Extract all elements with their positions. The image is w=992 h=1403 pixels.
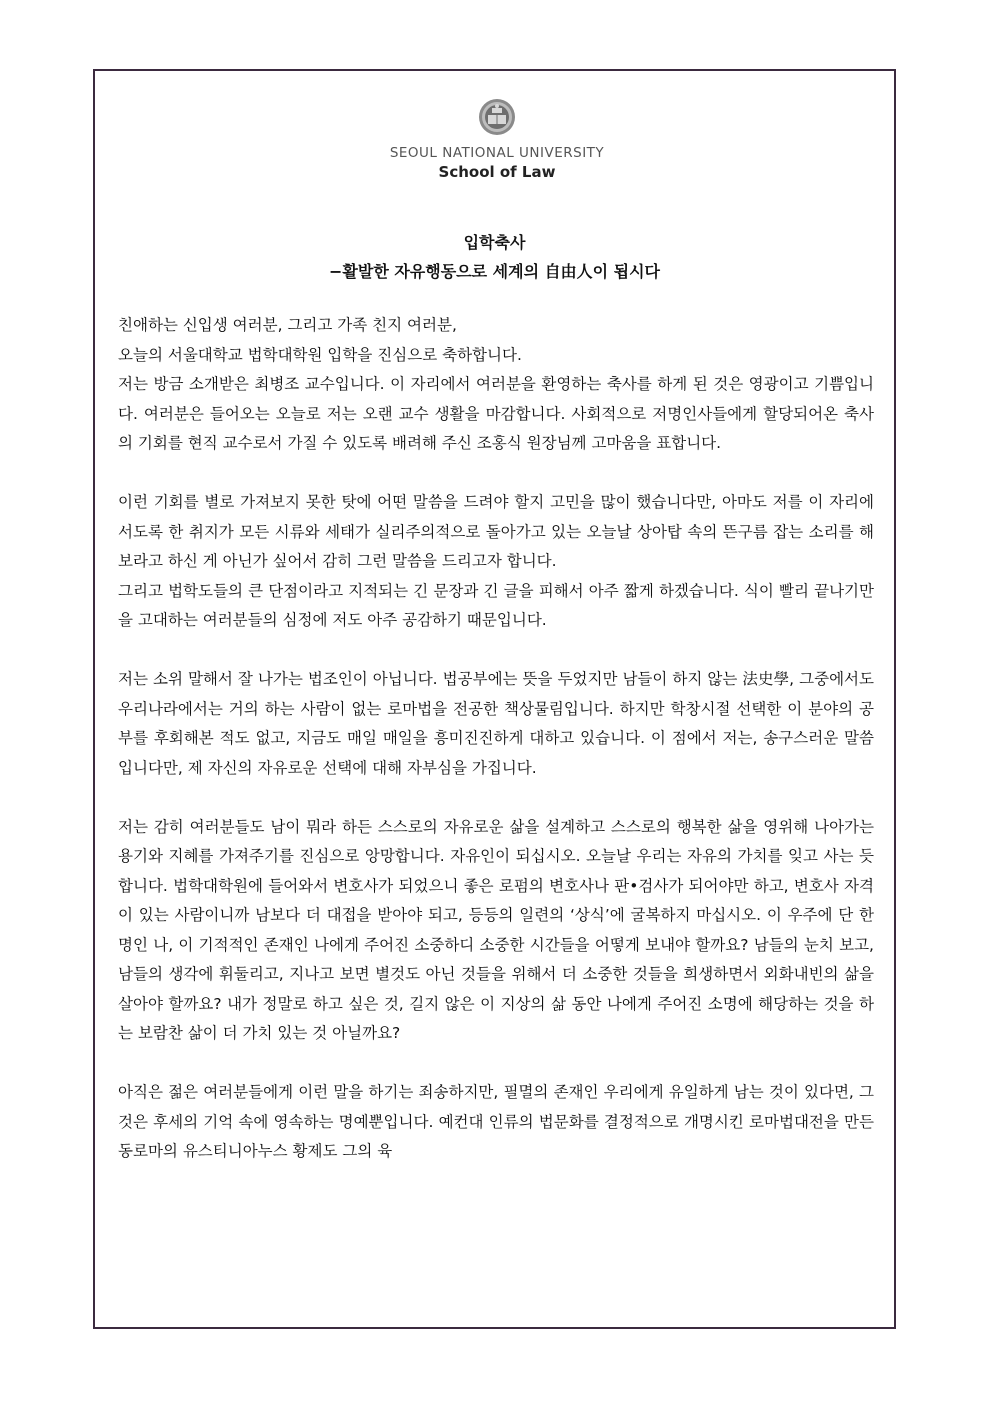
page-title: 입학축사 (463, 233, 526, 252)
snu-seal-icon (477, 97, 517, 137)
university-name: SEOUL NATIONAL UNIVERSITY (389, 145, 605, 161)
school-logo (381, 97, 613, 191)
paragraph-freedom: 저는 감히 여러분들도 남이 뭐라 하든 스스로의 자유로운 삶을 설계하고 스스로의 행복한 삶을 영위해 나아가는 용기와 지혜를 가져주기를 진심으로 앙망합니다. 자유인이 되십시오. 오늘날 우리는 자유의 가치를 잊고 사는 듯합니다. 법학대학원에 들어와서 변호사가 되었으니 좋은 로펌의 변호사나 판•검사가 되어야만 하고, 변호사 자격이 있는 사람이니까 남보다 더 대접을 받아야 되고, 등등의 일련의 ‘상식’에 굴복하지 마십시오. 이 우주에 단 한 명인 나, 이 기적적인 존재인 나에게 주어진 소중하디 소중한 시간들을 어떻게 보내야 할까요? 남들의 눈치 보고, 남들의 생각에 휘둘리고, 지나고 보면 별것도 아닌 것들을 위해서 더 소중한 것들을 희생하면서 외화내빈의 삶을 살아야 할까요? 내가 정말로 하고 싶은 것, 길지 않은 이 지상의 삶 동안 나에게 주어진 소명에 해당하는 것을 하는 보람찬 삶이 더 가치 있는 것 아닐까요? (118, 817, 874, 1042)
paragraph-self-introduction: 저는 소위 말해서 잘 나가는 법조인이 아닙니다. 법공부에는 뜻을 두었지만 남들이 하지 않는 法史學, 그중에서도 우리나라에서는 거의 하는 사람이 없는 로마법을 전공한 책상물림입니다. 하지만 학창시절 선택한 이 분야의 공부를 후회해본 적도 없고, 지금도 매일 매일을 흥미진진하게 대하고 있습니다. 이 점에서 저는, 송구스러운 말씀입니다만, 제 자신의 자유로운 선택에 대해 자부심을 가집니다. (118, 670, 874, 777)
paragraph-honor: 아직은 젊은 여러분들에게 이런 말을 하기는 죄송하지만, 필멸의 존재인 우리에게 유일하게 남는 것이 있다면, 그것은 후세의 기억 속에 영속하는 명예뿐입니다. 예컨대 인류의 법문화를 결정적으로 개명시킨 로마법대전을 만든 동로마의 유스티니아누스 황제도 그의 육 (118, 1083, 874, 1160)
page-frame (93, 69, 896, 1329)
paragraph-greeting: 친애하는 신입생 여러분, 그리고 가족 친지 여러분, 오늘의 서울대학교 법학대학원 입학을 진심으로 축하합니다. 저는 방금 소개받은 최병조 교수입니다. 이 자리에서 여러분을 환영하는 축사를 하게 된 것은 영광이고 기쁨입니다. 여러분은 들어오는 오늘로 저는 오랜 교수 생활을 마감합니다. 사회적으로 저명인사들에게 할당되어온 축사의 기회를 현직 교수로서 가질 수 있도록 배려해 주신 조홍식 원장님께 고마움을 표합니다. (118, 316, 874, 452)
paragraph-occasion: 이런 기회를 별로 가져보지 못한 탓에 어떤 말씀을 드려야 할지 고민을 많이 했습니다만, 아마도 저를 이 자리에 서도록 한 취지가 모든 시류와 세태가 실리주의적으로 돌아가고 있는 오늘날 상아탑 속의 뜬구름 잡는 소리를 해보라고 하신 게 아닌가 싶어서 감히 그런 말씀을 드리고자 합니다. 그리고 법학도들의 큰 단점이라고 지적되는 긴 문장과 긴 글을 피해서 아주 짧게 하겠습니다. 식이 빨리 끝나기만을 고대하는 여러분들의 심정에 저도 아주 공감하기 때문입니다. (118, 493, 874, 629)
school-name: School of Law (438, 163, 556, 181)
document-title (95, 229, 894, 287)
document-body (118, 311, 874, 1167)
page-subtitle: −활발한 자유행동으로 세계의 自由人이 됩시다 (329, 262, 660, 281)
